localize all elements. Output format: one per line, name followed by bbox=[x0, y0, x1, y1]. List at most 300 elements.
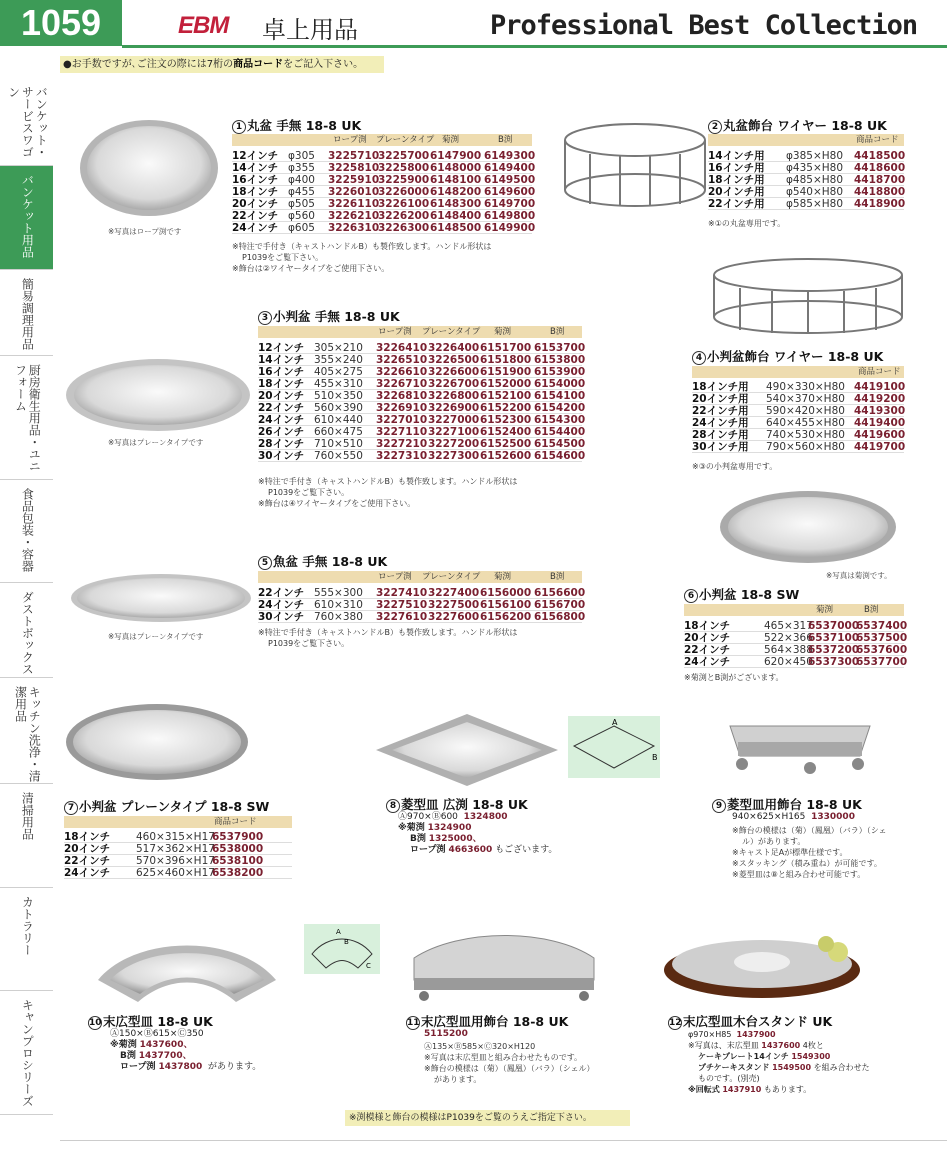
product-code: 6154100 bbox=[534, 390, 586, 402]
col-header: 商品コード bbox=[214, 817, 257, 827]
size-name: 24インチ bbox=[258, 414, 305, 426]
oval-tray-sw-photo bbox=[718, 487, 898, 567]
product-code: 3227510 bbox=[376, 599, 428, 611]
product-code: 6149700 bbox=[484, 198, 536, 210]
dimension: 640×455×H80 bbox=[766, 417, 845, 429]
sidebar-tab-label: カトラリー bbox=[20, 896, 35, 956]
product-code: 6154200 bbox=[534, 402, 586, 414]
size-name: 22インチ bbox=[64, 855, 111, 867]
dimension: 760×550 bbox=[314, 450, 363, 462]
notes-p9 bbox=[732, 825, 887, 880]
size-name: 22インチ bbox=[684, 644, 731, 656]
code: 1437910 bbox=[722, 1085, 762, 1094]
table-row bbox=[64, 843, 292, 855]
num-badge: 8 bbox=[386, 799, 400, 813]
product-code: 6151900 bbox=[480, 366, 532, 378]
product-code: 3225810 bbox=[328, 162, 380, 174]
info-p10 bbox=[110, 1029, 261, 1073]
product-code: 6537200 bbox=[808, 644, 860, 656]
size-name: 14インチ bbox=[232, 162, 279, 174]
table-p1 bbox=[232, 150, 536, 234]
product-code: 3226510 bbox=[376, 354, 428, 366]
oval-plain-tray-photo bbox=[64, 700, 250, 784]
dimension: 305×210 bbox=[314, 342, 363, 354]
code: 1437600 bbox=[761, 1041, 801, 1050]
diagram-label-b: B bbox=[652, 753, 658, 762]
product-code: 6537000 bbox=[808, 620, 860, 632]
notice-text: ●お手数ですが､ご注文の際には7桁の bbox=[63, 59, 234, 70]
size-name: 14インチ用 bbox=[708, 150, 765, 162]
product-code: 3226710 bbox=[376, 378, 428, 390]
product-code: 6152000 bbox=[480, 378, 532, 390]
note-line: P1039をご覧下さい。 bbox=[242, 253, 324, 262]
code: 5115200 bbox=[424, 1029, 468, 1039]
col-header: B渕 bbox=[498, 135, 513, 145]
size-name: 18インチ bbox=[258, 378, 305, 390]
spec: φ970×H85 bbox=[688, 1030, 732, 1039]
size-name: 24インチ bbox=[64, 867, 111, 879]
product-code: 3225710 bbox=[328, 150, 380, 162]
sidebar-tab[interactable] bbox=[0, 583, 53, 678]
product-code: 3227310 bbox=[376, 450, 428, 462]
notes-p5 bbox=[258, 627, 517, 649]
table-row bbox=[692, 441, 904, 453]
product-code: 6538000 bbox=[212, 843, 264, 855]
product-code: 3225910 bbox=[328, 174, 380, 186]
product-code: 3227410 bbox=[376, 587, 428, 599]
product-code: 6149600 bbox=[484, 186, 536, 198]
info-line bbox=[688, 1051, 870, 1062]
product-code: 3227210 bbox=[376, 438, 428, 450]
table-p4 bbox=[692, 381, 904, 453]
code: 1324800 bbox=[463, 812, 508, 822]
dimension: 522×366 bbox=[764, 632, 813, 644]
product-code: 6148400 bbox=[430, 210, 482, 222]
product-code: 6154600 bbox=[534, 450, 586, 462]
size-name: 18インチ bbox=[64, 831, 111, 843]
product-code: 3226900 bbox=[428, 402, 480, 414]
sidebar-tab-label: ダストボックス bbox=[20, 591, 35, 675]
caption-p5: ※写真はプレーンタイプです bbox=[108, 632, 204, 641]
product-code: 3227500 bbox=[428, 599, 480, 611]
table-row bbox=[232, 150, 536, 162]
size-name: 22インチ bbox=[232, 210, 279, 222]
sidebar-tab-label: バンケット・サービスワゴン bbox=[6, 86, 49, 158]
info-p12 bbox=[688, 1029, 870, 1095]
product-code: 6152100 bbox=[480, 390, 532, 402]
product-code: 6151800 bbox=[480, 354, 532, 366]
table-row bbox=[258, 599, 586, 611]
note-line: ※飾台は④ワイヤータイプをご使用下さい。 bbox=[258, 499, 416, 508]
product-code: 6149400 bbox=[484, 162, 536, 174]
col-header: 菊渕 bbox=[494, 327, 512, 337]
product-code: 3226400 bbox=[428, 342, 480, 354]
product-code: 3227600 bbox=[428, 611, 480, 623]
text: プチケーキスタンド bbox=[698, 1063, 770, 1072]
product-code: 6149800 bbox=[484, 210, 536, 222]
dimension: 564×388 bbox=[764, 644, 813, 656]
size-name: 20インチ bbox=[232, 198, 279, 210]
fan-plate-photo bbox=[96, 924, 278, 1004]
product-code: 6156100 bbox=[480, 599, 532, 611]
code: 1437800 bbox=[158, 1062, 203, 1072]
product-code: 3226100 bbox=[378, 198, 430, 210]
dimension: φ455 bbox=[288, 186, 315, 198]
product-code: 6156600 bbox=[534, 587, 586, 599]
col-header: プレーンタイプ bbox=[376, 135, 435, 145]
info-line bbox=[110, 1029, 261, 1040]
product-code: 3227100 bbox=[428, 426, 480, 438]
product-code: 6147900 bbox=[430, 150, 482, 162]
info-line bbox=[110, 1062, 261, 1073]
product-code: 3226700 bbox=[428, 378, 480, 390]
dimension: 625×460×H17 bbox=[136, 867, 215, 879]
product-code: 4418700 bbox=[854, 174, 906, 186]
note-line: ※飾台は②ワイヤータイプをご使用下さい。 bbox=[232, 264, 390, 273]
product-code: 6152600 bbox=[480, 450, 532, 462]
fan-stand-photo bbox=[410, 928, 598, 1008]
size-name: 20インチ bbox=[258, 390, 305, 402]
info-p11 bbox=[424, 1029, 468, 1040]
table-row bbox=[258, 354, 586, 366]
table-p6 bbox=[684, 620, 908, 668]
dimension: 455×310 bbox=[314, 378, 363, 390]
table-row bbox=[684, 656, 908, 668]
sidebar-tab[interactable] bbox=[0, 480, 53, 583]
dimension: φ400 bbox=[288, 174, 315, 186]
product-code: 3226110 bbox=[328, 198, 380, 210]
table-row bbox=[692, 417, 904, 429]
spec: ※菊渕 bbox=[110, 1040, 137, 1050]
table-row bbox=[708, 162, 904, 174]
product-code: 3225900 bbox=[378, 174, 430, 186]
note-line: ※キャスト足Aが標準仕様です。 bbox=[732, 848, 848, 857]
table-row bbox=[708, 150, 904, 162]
table-row bbox=[692, 381, 904, 393]
fish-tray-photo bbox=[70, 572, 252, 624]
sidebar-tab[interactable] bbox=[0, 678, 53, 784]
product-code: 6149300 bbox=[484, 150, 536, 162]
sidebar-tab[interactable] bbox=[0, 166, 53, 270]
num-badge: 7 bbox=[64, 801, 78, 815]
table-row bbox=[258, 450, 586, 462]
table-row bbox=[258, 611, 586, 623]
table-row bbox=[64, 867, 292, 879]
product-code: 6538200 bbox=[212, 867, 264, 879]
table-row bbox=[258, 414, 586, 426]
oval-tray-photo bbox=[64, 355, 252, 435]
product-code: 3227300 bbox=[428, 450, 480, 462]
note-line: ※菊渕とB渕がございます。 bbox=[684, 673, 784, 682]
table-row bbox=[258, 426, 586, 438]
col-header: B渕 bbox=[550, 327, 565, 337]
table-row bbox=[692, 393, 904, 405]
product-code: 4418600 bbox=[854, 162, 906, 174]
dimension: 355×240 bbox=[314, 354, 363, 366]
product-code: 6152500 bbox=[480, 438, 532, 450]
product-code: 3227400 bbox=[428, 587, 480, 599]
size-name: 28インチ用 bbox=[692, 429, 749, 441]
dimension: 405×275 bbox=[314, 366, 363, 378]
code: 1330000 bbox=[811, 812, 855, 822]
text: ※回転式 bbox=[688, 1085, 720, 1094]
product-code: 6148500 bbox=[430, 222, 482, 234]
size-name: 24インチ用 bbox=[692, 417, 749, 429]
dimension: 760×380 bbox=[314, 611, 363, 623]
dimension: 790×560×H80 bbox=[766, 441, 845, 453]
size-name: 24インチ bbox=[232, 222, 279, 234]
sidebar-tab[interactable] bbox=[0, 784, 53, 888]
table-row bbox=[258, 366, 586, 378]
table-row bbox=[708, 198, 904, 210]
text: もあります。 bbox=[763, 1085, 812, 1094]
spec: 940×625×H165 bbox=[732, 812, 806, 822]
size-name: 22インチ用 bbox=[692, 405, 749, 417]
title-text: 菱型皿 広渕 18-8 UK bbox=[401, 797, 528, 812]
product-code: 4418500 bbox=[854, 150, 906, 162]
sidebar-tab[interactable] bbox=[0, 270, 53, 356]
spec: Ⓐ970×Ⓑ600 bbox=[398, 812, 458, 822]
spec: B渕 bbox=[410, 834, 426, 844]
notes-p11 bbox=[424, 1041, 595, 1085]
note-line: ※特注で手付き（キャストハンドルB）も製作致します。ハンドル形状は bbox=[232, 242, 492, 251]
table-p2 bbox=[708, 150, 904, 210]
sidebar-tab[interactable] bbox=[0, 356, 53, 480]
note-line: P1039をご覧下さい。 bbox=[268, 639, 350, 648]
title-p9 bbox=[712, 795, 862, 813]
title-p6 bbox=[684, 585, 799, 603]
title-p4 bbox=[692, 347, 883, 365]
title-p7 bbox=[64, 797, 269, 815]
notes-p1 bbox=[232, 241, 491, 274]
dimension: 740×530×H80 bbox=[766, 429, 845, 441]
title-p12 bbox=[668, 1012, 832, 1030]
col-header: ロープ渕 bbox=[378, 327, 412, 337]
product-code: 3226600 bbox=[428, 366, 480, 378]
size-name: 20インチ用 bbox=[708, 186, 765, 198]
product-code: 3226210 bbox=[328, 210, 380, 222]
sidebar-tab[interactable] bbox=[0, 888, 53, 991]
diamond-plate-photo bbox=[372, 712, 562, 788]
info-line bbox=[688, 1040, 870, 1051]
dimension: 620×450 bbox=[764, 656, 813, 668]
title-text: 末広型皿木台スタンド UK bbox=[683, 1014, 833, 1029]
product-code: 6154400 bbox=[534, 426, 586, 438]
col-header: B渕 bbox=[550, 572, 565, 582]
product-code: 3227110 bbox=[376, 426, 428, 438]
table-row bbox=[258, 390, 586, 402]
code: 1324900 bbox=[427, 823, 472, 833]
dimension: 710×510 bbox=[314, 438, 363, 450]
title-text: 魚盆 手無 18-8 UK bbox=[273, 554, 388, 569]
sidebar-tab-label: 厨房衛生用品・ユニフォーム bbox=[13, 364, 42, 472]
info-line bbox=[688, 1073, 870, 1084]
title-p10 bbox=[88, 1012, 213, 1030]
brand-logo: EBM bbox=[178, 12, 229, 39]
bottom-rule bbox=[60, 1140, 947, 1141]
product-code: 3226000 bbox=[378, 186, 430, 198]
dimension: 465×317 bbox=[764, 620, 813, 632]
num-badge: 2 bbox=[708, 120, 722, 134]
table-row bbox=[258, 438, 586, 450]
footer-note: ※渕模様と飾台の模様はP1039をご覧のうえご指定下さい。 bbox=[345, 1110, 630, 1126]
size-name: 28インチ bbox=[258, 438, 305, 450]
fan-label-a: A bbox=[336, 928, 341, 936]
dimension: 610×310 bbox=[314, 599, 363, 611]
notes-p2 bbox=[708, 218, 785, 229]
product-code: 6148300 bbox=[430, 198, 482, 210]
product-code: 6153700 bbox=[534, 342, 586, 354]
product-code: 3226810 bbox=[376, 390, 428, 402]
hdr-p5 bbox=[258, 571, 582, 583]
table-row bbox=[232, 210, 536, 222]
text: ※写真は、末広型皿 bbox=[688, 1041, 759, 1050]
product-code: 3227010 bbox=[376, 414, 428, 426]
product-code: 6154500 bbox=[534, 438, 586, 450]
info-p8 bbox=[398, 812, 557, 856]
size-name: 18インチ bbox=[232, 186, 279, 198]
product-code: 6156700 bbox=[534, 599, 586, 611]
sidebar-tab-label: バンケット用品 bbox=[20, 174, 35, 258]
notes-p3 bbox=[258, 476, 517, 509]
product-code: 6149900 bbox=[484, 222, 536, 234]
product-code: 6537300 bbox=[808, 656, 860, 668]
table-p3 bbox=[258, 342, 586, 462]
diamond-stand-photo bbox=[720, 712, 880, 782]
info-line bbox=[398, 823, 557, 834]
code: 1549500 bbox=[772, 1063, 812, 1072]
product-code: 4419100 bbox=[854, 381, 906, 393]
spec: ロープ渕 bbox=[410, 845, 446, 855]
product-code: 6153800 bbox=[534, 354, 586, 366]
product-code: 6537600 bbox=[856, 644, 908, 656]
caption-p1: ※写真はロープ渕です bbox=[108, 227, 182, 236]
product-code: 3226610 bbox=[376, 366, 428, 378]
dimension: φ435×H80 bbox=[786, 162, 844, 174]
product-code: 6537500 bbox=[856, 632, 908, 644]
spec: B渕 bbox=[120, 1051, 136, 1061]
size-name: 18インチ用 bbox=[708, 174, 765, 186]
code: 1437600、 bbox=[139, 1040, 193, 1050]
sidebar-tab-label: 食品包装・容器 bbox=[20, 488, 35, 572]
table-p5 bbox=[258, 587, 586, 623]
round-tray-photo bbox=[78, 118, 220, 218]
product-code: 6156000 bbox=[480, 587, 532, 599]
size-name: 24インチ bbox=[684, 656, 731, 668]
note-line: ※スタッキング（積み重ね）が可能です。 bbox=[732, 859, 882, 868]
suffix: もございます。 bbox=[495, 845, 558, 855]
product-code: 3226300 bbox=[378, 222, 430, 234]
size-name: 22インチ用 bbox=[708, 198, 765, 210]
dimension: φ305 bbox=[288, 150, 315, 162]
round-wire-stand-photo bbox=[560, 118, 710, 218]
product-code: 4418900 bbox=[854, 198, 906, 210]
size-name: 16インチ用 bbox=[708, 162, 765, 174]
size-name: 22インチ bbox=[258, 402, 305, 414]
title-text: 末広型皿用飾台 18-8 UK bbox=[421, 1014, 569, 1029]
product-code: 6154300 bbox=[534, 414, 586, 426]
num-badge: 3 bbox=[258, 311, 272, 325]
suffix: があります。 bbox=[208, 1062, 262, 1072]
product-code: 6148000 bbox=[430, 162, 482, 174]
col-header: 商品コード bbox=[856, 135, 899, 145]
sidebar-tab[interactable] bbox=[0, 991, 53, 1115]
fan-diagram bbox=[304, 924, 380, 974]
title-text: 小判盆飾台 ワイヤー 18-8 UK bbox=[707, 349, 884, 364]
product-code: 6537900 bbox=[212, 831, 264, 843]
product-code: 6537400 bbox=[856, 620, 908, 632]
title-p8 bbox=[386, 795, 528, 813]
num-badge: 10 bbox=[89, 1018, 102, 1028]
table-row bbox=[64, 855, 292, 867]
size-name: 16インチ bbox=[232, 174, 279, 186]
oval-wire-stand-photo bbox=[710, 255, 906, 345]
dimension: φ485×H80 bbox=[786, 174, 844, 186]
text: 4枚と bbox=[802, 1041, 824, 1050]
sidebar-tab[interactable] bbox=[0, 78, 53, 166]
size-name: 30インチ bbox=[258, 450, 305, 462]
sidebar-tab-label: 簡易調理用品 bbox=[20, 278, 35, 350]
size-name: 20インチ用 bbox=[692, 393, 749, 405]
table-row bbox=[708, 174, 904, 186]
caption-p3: ※写真はプレーンタイプです bbox=[108, 438, 204, 447]
dimension: φ560 bbox=[288, 210, 315, 222]
hdr-p3 bbox=[258, 326, 582, 338]
page-number: 1059 bbox=[0, 0, 122, 46]
collection-title: Professional Best Collection bbox=[490, 10, 918, 41]
fan-label-b: B bbox=[344, 938, 349, 946]
note-line: ※特注で手付き（キャストハンドルB）も製作致します。ハンドル形状は bbox=[258, 477, 518, 486]
product-code: 4419700 bbox=[854, 441, 906, 453]
note-line: ※写真は末広型皿と組み合わせたものです。 bbox=[424, 1053, 583, 1062]
num-badge: 6 bbox=[684, 589, 698, 603]
size-name: 20インチ bbox=[64, 843, 111, 855]
table-row bbox=[232, 162, 536, 174]
num-badge: 12 bbox=[669, 1018, 682, 1028]
dimension: φ605 bbox=[288, 222, 315, 234]
dimension: φ540×H80 bbox=[786, 186, 844, 198]
title-text: 丸盆 手無 18-8 UK bbox=[247, 118, 362, 133]
info-line bbox=[688, 1029, 870, 1040]
title-text: 丸盆飾台 ワイヤー 18-8 UK bbox=[723, 118, 887, 133]
product-code: 4419400 bbox=[854, 417, 906, 429]
size-name: 18インチ bbox=[684, 620, 731, 632]
product-code: 6156200 bbox=[480, 611, 532, 623]
notice-bold: 商品コード bbox=[233, 59, 284, 70]
dimension: 517×362×H17 bbox=[136, 843, 215, 855]
product-code: 4419600 bbox=[854, 429, 906, 441]
num-badge: 9 bbox=[712, 799, 726, 813]
table-row bbox=[684, 620, 908, 632]
title-text: 末広型皿 18-8 UK bbox=[103, 1014, 213, 1029]
product-code: 6152200 bbox=[480, 402, 532, 414]
notes-p4 bbox=[692, 461, 777, 472]
sidebar-tab-label: キッチン洗浄・清潔用品 bbox=[13, 686, 42, 782]
product-code: 3226800 bbox=[428, 390, 480, 402]
note-line: があります。 bbox=[434, 1075, 482, 1084]
table-row bbox=[232, 174, 536, 186]
dimension: 510×350 bbox=[314, 390, 363, 402]
table-row bbox=[258, 378, 586, 390]
spec: Ⓐ150×Ⓑ615×Ⓒ350 bbox=[110, 1029, 204, 1039]
spec: ロープ渕 bbox=[120, 1062, 156, 1072]
product-code: 6538100 bbox=[212, 855, 264, 867]
size-name: 30インチ bbox=[258, 611, 305, 623]
dimension: 460×315×H17 bbox=[136, 831, 215, 843]
hdr-p7 bbox=[64, 816, 292, 828]
table-row bbox=[258, 587, 586, 599]
dimension: φ585×H80 bbox=[786, 198, 844, 210]
